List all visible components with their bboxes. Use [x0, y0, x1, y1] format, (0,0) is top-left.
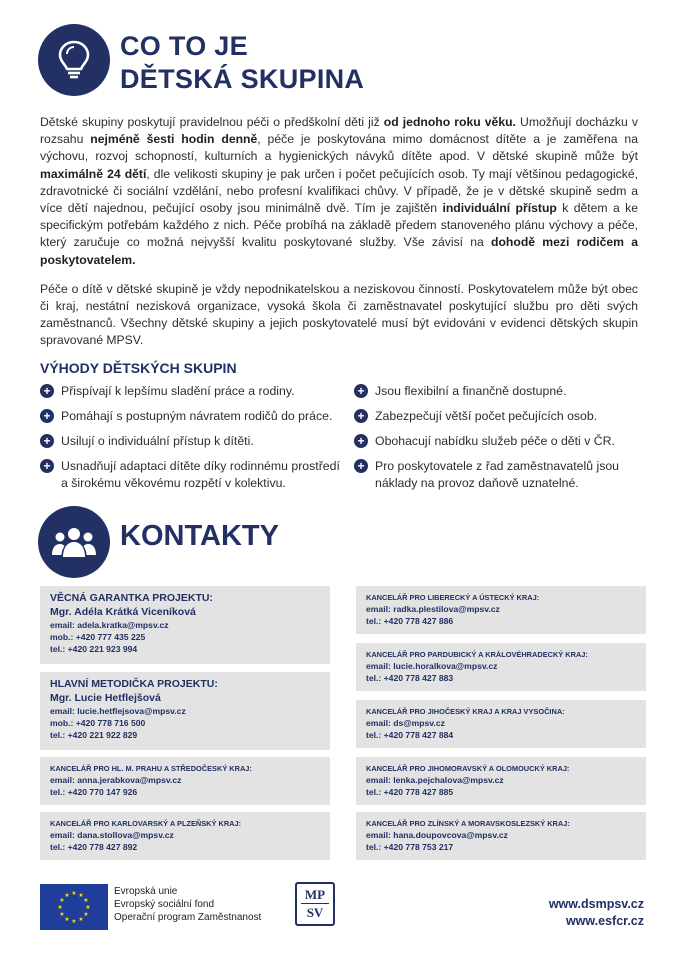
plus-icon: + [40, 434, 54, 448]
contact-phone: tel.: +420 778 427 885 [366, 787, 454, 797]
advantage-item [354, 458, 644, 492]
svg-text:★: ★ [83, 911, 89, 918]
contact-card-pardubicky [356, 643, 646, 691]
eu-text [114, 885, 261, 924]
advantages-title: VÝHODY DĚTSKÝCH SKUPIN [40, 360, 237, 376]
contact-heading: KANCELÁŘ PRO ZLÍNSKÝ A MORAVSKOSLEZSKÝ KRAJ: [366, 819, 570, 828]
plus-icon: + [354, 459, 368, 473]
eu-line: Evropská unie [114, 886, 178, 897]
people-badge [38, 506, 110, 578]
intro-segment: Umožňují docházku v rozsahu [40, 115, 638, 147]
contact-heading: KANCELÁŘ PRO KARLOVARSKÝ A PLZEŇSKÝ KRAJ: [50, 819, 242, 828]
svg-text:★: ★ [59, 911, 65, 918]
contact-heading: VĚCNÁ GARANTKA PROJEKTU: [50, 592, 213, 604]
contact-card-zlinsky [356, 812, 646, 860]
advantage-text: Usnadňují adaptaci dítěte díky rodinnému prostředí a širokému věkovému rozpětí v kolektivu. [61, 459, 340, 490]
plus-icon: + [354, 384, 368, 398]
eu-flag-logo [40, 884, 108, 930]
website-link[interactable]: www.dsmpsv.cz [548, 897, 644, 911]
contact-name: Mgr. Adéla Krátká Viceníková [50, 606, 196, 618]
contact-phone: tel.: +420 778 427 886 [366, 616, 454, 626]
eu-line: Evropský sociální fond [114, 899, 215, 910]
svg-text:★: ★ [85, 904, 91, 911]
contact-email[interactable]: email: lucie.horalkova@mpsv.cz [366, 661, 498, 671]
title-line-2: DĚTSKÁ SKUPINA [120, 64, 365, 94]
advantage-text: Pomáhají s postupným návratem rodičů do práce. [61, 409, 333, 423]
advantage-item [354, 433, 644, 450]
plus-icon: + [40, 459, 54, 473]
plus-icon: + [354, 409, 368, 423]
advantage-item [354, 383, 644, 400]
contact-phone: tel.: +420 221 923 994 [50, 644, 138, 654]
intro-text [40, 114, 638, 362]
intro-segment: k dětem a ke specifickým potřebám každého z nich. Péče probíhá na základě předem stanoveného plánu výchovy a péče, který zaručuje co možná nejvyšší kvalitu poskytované služby. Vše závisí na [40, 201, 638, 250]
contact-phone: tel.: +420 778 427 883 [366, 673, 454, 683]
contact-card-praha [40, 757, 330, 805]
contact-card-jihocesky [356, 700, 646, 748]
lightbulb-badge [38, 24, 110, 96]
intro-segment: Dětské skupiny poskytují pravidelnou péči o předškolní děti již [40, 115, 384, 129]
eu-line: Operační program Zaměstnanost [114, 912, 262, 923]
contact-phone: tel.: +420 778 753 217 [366, 842, 454, 852]
svg-text:★: ★ [64, 916, 70, 923]
intro-bold: nejméně šesti hodin denně [90, 132, 258, 147]
contact-card-metodicka [40, 672, 330, 750]
lightbulb-icon [57, 39, 91, 81]
contact-email[interactable]: email: radka.plestilova@mpsv.cz [366, 604, 500, 614]
intro-segment: , dle velikosti skupiny je pak určen i počet pečujících osob. Ty mají většinou pedagogické, zdravotnické či sociální vzdělání, nebo profesní kvalifikaci chůvy. V případě, že je v dětské skupině sedm a více dětí najednou, pečující osoby jsou minimálně dvě. Tím je zajištěn [40, 166, 638, 216]
svg-text:★: ★ [78, 892, 84, 899]
contact-card-liberecky [356, 586, 646, 634]
footer-links [549, 896, 644, 930]
intro-bold: od jednoho roku věku. [383, 115, 516, 129]
advantage-item [354, 408, 644, 425]
intro-bold: individuální přístup [442, 201, 557, 216]
contact-email[interactable]: email: lenka.pejchalova@mpsv.cz [366, 775, 504, 785]
people-group-icon [51, 525, 97, 559]
advantage-item [40, 458, 340, 492]
eu-stars-icon [40, 884, 108, 930]
advantage-item [40, 408, 340, 425]
advantage-text: Obohacují nabídku služeb péče o děti v ČR. [375, 434, 615, 448]
contacts-title: KONTAKTY [120, 520, 279, 552]
advantage-item [40, 433, 340, 450]
intro-paragraph-2: Péče o dítě v dětské skupině je vždy nepodnikatelskou a neziskovou činností. Poskytovatelem může být obec či kraj, nestátní nezisková organizace, vysoká škola či zaměstnavatel poskytující službu pro děti svých zaměstnanců. Všechny dětské skupiny a jejich poskytovatelé musí být evidováni v evidenci dětských skupin spravované MPSV. [40, 281, 638, 348]
contact-phone: tel.: +420 221 922 829 [50, 730, 138, 740]
svg-text:★: ★ [57, 904, 63, 911]
contact-email[interactable]: email: lucie.hetflejsova@mpsv.cz [50, 706, 186, 716]
page-title [120, 30, 364, 96]
contact-email[interactable]: email: anna.jerabkova@mpsv.cz [50, 775, 182, 785]
advantages-right-list [354, 383, 644, 500]
contact-card-garant [40, 586, 330, 664]
contact-card-jihomoravsky [356, 757, 646, 805]
advantage-text: Přispívají k lepšímu sladění práce a rodiny. [61, 384, 295, 398]
contact-heading: HLAVNÍ METODIČKA PROJEKTU: [50, 678, 218, 690]
svg-text:★: ★ [83, 897, 89, 904]
plus-icon: + [354, 434, 368, 448]
mpsv-logo [295, 882, 335, 926]
contact-heading: KANCELÁŘ PRO JIHOČESKÝ KRAJ A KRAJ VYSOČINA: [366, 707, 565, 716]
title-line-1: CO TO JE [120, 31, 248, 61]
plus-icon: + [40, 384, 54, 398]
contact-email[interactable]: email: hana.doupovcova@mpsv.cz [366, 830, 508, 840]
mpsv-logo-line: SV [306, 905, 324, 920]
intro-bold: maximálně 24 dětí [40, 166, 147, 181]
contact-phone: tel.: +420 778 427 892 [50, 842, 138, 852]
contact-email[interactable]: email: dana.stollova@mpsv.cz [50, 830, 174, 840]
intro-segment: , péče je poskytována mimo domácnost dítěte a je zaměřena na výchovu, rozvoj schopností, kulturních a hygienických návyků dítěte apod. V dětské skupině může být [40, 132, 638, 164]
contact-heading: KANCELÁŘ PRO LIBERECKÝ A ÚSTECKÝ KRAJ: [366, 593, 540, 602]
contact-phone: tel.: +420 778 427 884 [366, 730, 454, 740]
website-link[interactable]: www.esfcr.cz [565, 914, 644, 928]
contact-mobile: mob.: +420 778 716 500 [50, 718, 146, 728]
svg-text:★: ★ [64, 892, 70, 899]
advantage-text: Pro poskytovatele z řad zaměstnavatelů jsou náklady na provoz daňově uznatelné. [375, 459, 620, 490]
advantage-text: Jsou flexibilní a finančně dostupné. [375, 384, 567, 398]
advantages-left-list [40, 383, 340, 500]
svg-text:★: ★ [78, 916, 84, 923]
contact-heading: KANCELÁŘ PRO JIHOMORAVSKÝ A OLOMOUCKÝ KRAJ: [366, 764, 570, 773]
svg-text:★: ★ [71, 890, 77, 897]
intro-paragraph-1 [40, 114, 638, 269]
plus-icon: + [40, 409, 54, 423]
svg-text:★: ★ [59, 897, 65, 904]
contact-name: Mgr. Lucie Hetflejšová [50, 692, 161, 704]
advantage-text: Zabezpečují větší počet pečujících osob. [375, 409, 598, 423]
contact-phone: tel.: +420 770 147 926 [50, 787, 138, 797]
contact-heading: KANCELÁŘ PRO PARDUBICKÝ A KRÁLOVÉHRADECKÝ KRAJ: [366, 650, 588, 659]
svg-text:★: ★ [71, 918, 77, 925]
intro-bold: dohodě mezi rodičem a poskytovatelem. [40, 235, 638, 267]
contact-card-karlovarsky [40, 812, 330, 860]
contact-email[interactable]: email: adela.kratka@mpsv.cz [50, 620, 169, 630]
advantage-item [40, 383, 340, 400]
mpsv-logo-line: MP [301, 886, 329, 904]
contact-heading: KANCELÁŘ PRO HL. M. PRAHU A STŘEDOČESKÝ KRAJ: [50, 764, 252, 773]
contact-email[interactable]: email: ds@mpsv.cz [366, 718, 445, 728]
contact-mobile: mob.: +420 777 435 225 [50, 632, 146, 642]
advantage-text: Usilují o individuální přístup k dítěti. [61, 434, 254, 448]
